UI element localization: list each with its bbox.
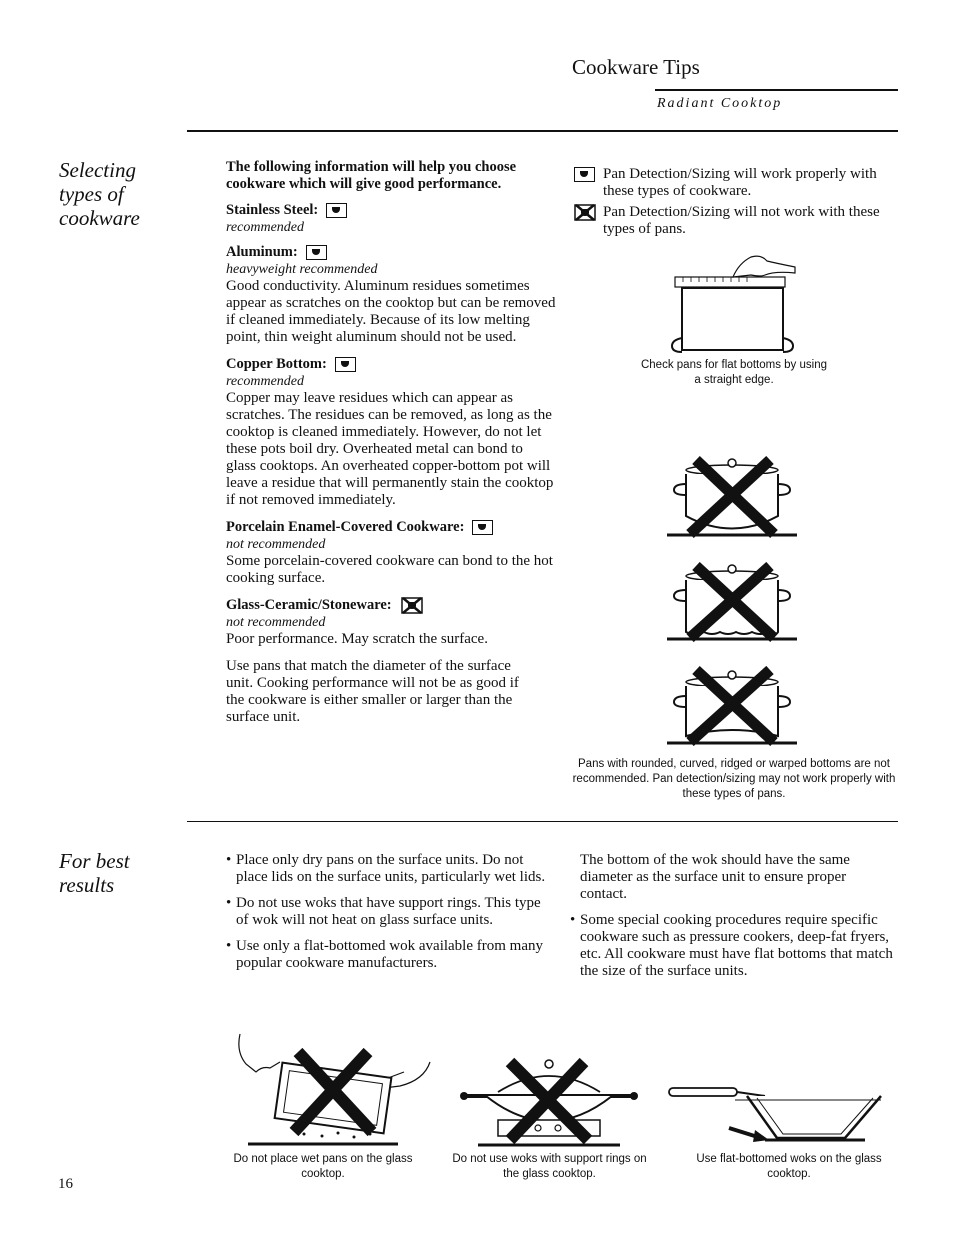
item-description: Poor performance. May scratch the surface.	[226, 631, 488, 648]
flat-bottom-wok-illustration	[665, 1084, 885, 1146]
legend-item-not-works	[574, 204, 899, 238]
item-description: Good conductivity. Aluminum residues sometimes appear as scratches on the cooktop but can be removed if cleaned immediately. Because of its low melting point, thin weight aluminum should not be used.	[226, 278, 556, 345]
legend-text: Pan Detection/Sizing will work properly with these types of cookware.	[603, 166, 877, 199]
warped-bottom-pan-illustration	[666, 664, 798, 746]
page-number: 16	[58, 1176, 73, 1192]
pan-works-icon	[326, 203, 347, 218]
intro-text: The following information will help you choose cookware which will give good performance.	[226, 159, 517, 192]
header-divider	[655, 89, 898, 91]
ridged-bottom-pan-illustration	[666, 562, 798, 644]
icon-legend	[574, 166, 899, 238]
section-heading-best-results: For best results	[59, 849, 130, 897]
wok-support-ring-illustration	[458, 1056, 640, 1148]
rounded-bottom-pan-illustration	[666, 456, 798, 538]
legend-text: Pan Detection/Sizing will not work with these types of pans.	[603, 204, 880, 237]
legend-item-works	[574, 166, 899, 200]
item-label: Glass-Ceramic/Stoneware:	[226, 597, 392, 613]
section-heading-selecting: Selecting types of cookware	[59, 158, 140, 230]
pan-works-icon	[574, 167, 595, 182]
list-item: • Do not use woks that have support rings. This type of wok will not heat on glass surface units.	[226, 895, 546, 929]
pan-not-works-icon	[401, 597, 423, 614]
page-subtitle: Radiant Cooktop	[657, 96, 783, 111]
item-recommendation: heavyweight recommended	[226, 262, 378, 277]
tips-list-right	[570, 912, 895, 980]
item-label: Stainless Steel:	[226, 202, 319, 218]
list-item: • Place only dry pans on the surface units. Do not place lids on the surface units, particularly wet lids.	[226, 852, 546, 886]
section2-right-column	[570, 852, 895, 989]
pan-not-works-icon	[574, 204, 596, 221]
item-recommendation: recommended	[226, 374, 305, 389]
item-aluminum	[226, 244, 556, 346]
item-label: Porcelain Enamel-Covered Cookware:	[226, 519, 465, 535]
item-recommendation: not recommended	[226, 537, 326, 552]
item-porcelain	[226, 519, 556, 587]
item-label: Copper Bottom:	[226, 356, 327, 372]
list-item: • Use only a flat-bottomed wok available from many popular cookware manufacturers.	[226, 938, 546, 972]
closing-text: Use pans that match the diameter of the surface unit. Cooking performance will not be as good if the cookware is either smaller or larger than the surface unit.	[226, 658, 519, 726]
item-stainless	[226, 202, 556, 236]
wok-continuation-text: The bottom of the wok should have the same diameter as the surface unit to ensure proper contact.	[580, 852, 850, 902]
caption-wok-rings: Do not use woks with support rings on the glass cooktop.	[452, 1153, 647, 1180]
section-divider-top	[187, 130, 898, 132]
item-recommendation: recommended	[226, 220, 305, 235]
pan-works-icon	[335, 357, 356, 372]
section1-left-column	[226, 159, 556, 734]
item-recommendation: not recommended	[226, 615, 326, 631]
item-description: Some porcelain-covered cookware can bond to the hot cooking surface.	[226, 553, 553, 586]
pan-works-icon	[306, 245, 327, 260]
item-label: Aluminum:	[226, 244, 298, 260]
straight-edge-illustration	[665, 250, 805, 355]
section2-left-column	[226, 852, 546, 981]
wet-pan-illustration	[234, 1030, 434, 1148]
pan-works-icon	[472, 520, 493, 535]
caption-straight-edge: Check pans for flat bottoms by using a straight edge.	[640, 359, 827, 386]
tips-list-left	[226, 852, 546, 972]
item-copper	[226, 356, 556, 509]
item-description: Copper may leave residues which can appear as scratches. The residues can be removed, as long as the cooktop is cleaned immediately. However, do not let these pots boil dry. Overheated metal can bond to glass cooktops. An overheated copper-bottom pot will leave a residue that will permanently stain the cooktop if not removed immediately.	[226, 390, 554, 508]
caption-rounded-pans: Pans with rounded, curved, ridged or warped bottoms are not recommended. Pan detection/sizing may not work properly with these types of pans.	[572, 758, 896, 800]
page-title: Cookware Tips	[572, 55, 700, 79]
caption-wet-pans: Do not place wet pans on the glass cooktop.	[233, 1153, 413, 1180]
item-glass-ceramic	[226, 597, 556, 648]
section-divider-middle	[187, 821, 898, 822]
caption-flat-woks: Use flat-bottomed woks on the glass cooktop.	[696, 1153, 882, 1180]
list-item: • Some special cooking procedures require specific cookware such as pressure cookers, deep-fat fryers, etc. All cookware must have flat bottoms that match the size of the surface units.	[570, 912, 895, 980]
